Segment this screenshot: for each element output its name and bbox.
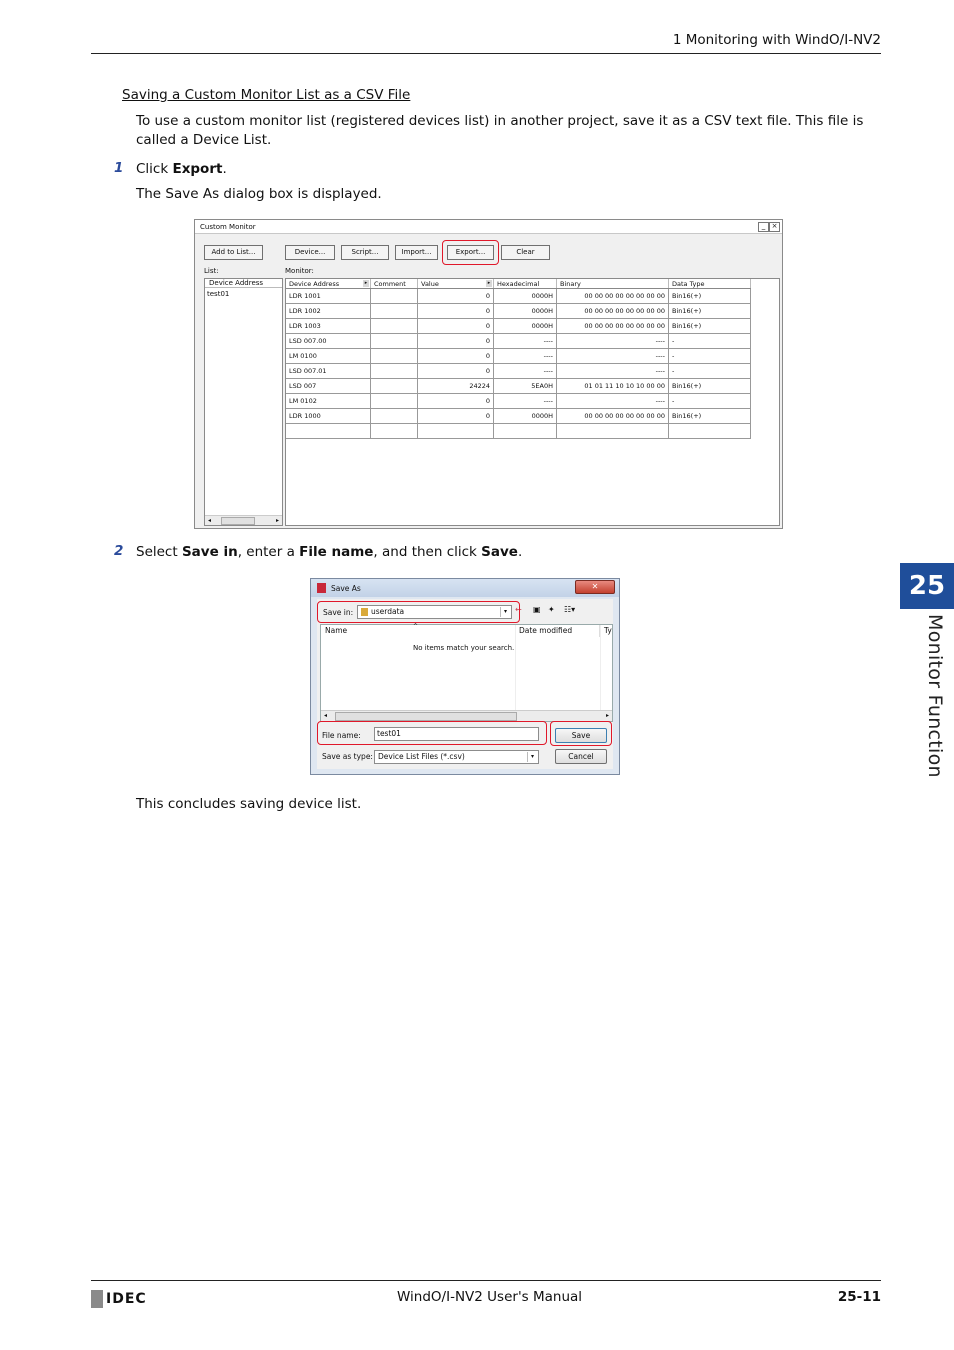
chevron-down-icon[interactable]: ▾ xyxy=(527,752,537,762)
add-to-list-button[interactable]: Add to List... xyxy=(204,245,263,260)
table-cell: - xyxy=(669,349,751,364)
minimize-icon[interactable]: _ xyxy=(758,222,769,232)
table-row[interactable] xyxy=(286,304,751,319)
column-divider xyxy=(515,625,516,721)
file-list-scrollbar[interactable] xyxy=(321,710,612,721)
sort-arrow-icon[interactable]: ▸ xyxy=(487,280,491,286)
table-cell: LSD 007 xyxy=(286,379,371,394)
table-cell: Bin16(+) xyxy=(669,304,751,319)
save-in-highlight xyxy=(317,601,520,623)
col-type[interactable]: Ty xyxy=(604,626,612,635)
table-cell: 0000H xyxy=(494,409,557,424)
col-device-address[interactable]: Device Address ▸ xyxy=(286,279,371,289)
section-title: Saving a Custom Monitor List as a CSV File xyxy=(122,87,411,103)
table-row[interactable] xyxy=(286,424,751,439)
file-name-label: File name: xyxy=(322,731,361,740)
monitor-table-body xyxy=(286,289,751,439)
save-type-select[interactable]: Device List Files (*.csv) ▾ xyxy=(374,750,539,764)
table-cell: - xyxy=(669,334,751,349)
save-in-select[interactable]: userdata ▾ xyxy=(357,605,512,619)
table-cell xyxy=(494,424,557,439)
table-cell: 0 xyxy=(418,319,494,334)
table-cell: 0 xyxy=(418,304,494,319)
chapter-tab-number: 25 xyxy=(900,563,954,609)
import-button[interactable]: Import... xyxy=(395,245,438,260)
table-cell: LDR 1000 xyxy=(286,409,371,424)
table-cell xyxy=(371,424,418,439)
scroll-right-icon[interactable]: ▸ xyxy=(275,517,279,524)
back-arrow-icon[interactable]: ← xyxy=(515,605,522,614)
device-list[interactable] xyxy=(204,278,283,526)
table-cell: ---- xyxy=(494,334,557,349)
save-button-highlight xyxy=(550,721,612,746)
table-cell: Bin16(+) xyxy=(669,379,751,394)
custom-monitor-titlebar xyxy=(195,220,782,234)
table-cell xyxy=(371,289,418,304)
table-cell: ---- xyxy=(557,394,669,409)
list-item[interactable]: test01 xyxy=(207,290,230,298)
table-cell: 0 xyxy=(418,289,494,304)
table-cell xyxy=(557,424,669,439)
empty-message: No items match your search. xyxy=(413,644,515,652)
table-cell: LDR 1003 xyxy=(286,319,371,334)
intro-paragraph: To use a custom monitor list (registered devices list) in another project, save it as a CSV text file. This file is called a Device List. xyxy=(136,113,864,148)
save-as-titlebar xyxy=(311,579,619,597)
table-cell: LM 0102 xyxy=(286,394,371,409)
custom-monitor-window xyxy=(194,219,783,529)
table-cell: ---- xyxy=(557,334,669,349)
app-icon xyxy=(317,583,326,593)
table-cell: 0000H xyxy=(494,289,557,304)
monitor-table xyxy=(286,279,751,439)
manual-title: WindO/I-NV2 User's Manual xyxy=(397,1289,583,1305)
column-divider xyxy=(600,625,601,721)
export-highlight xyxy=(442,240,499,265)
table-cell: 0000H xyxy=(494,319,557,334)
new-folder-icon[interactable]: ✦ xyxy=(548,605,555,614)
col-binary[interactable]: Binary xyxy=(557,279,669,289)
table-cell: 00 00 00 00 00 00 00 00 xyxy=(557,319,669,334)
table-row[interactable] xyxy=(286,349,751,364)
save-as-body xyxy=(317,599,613,769)
table-cell: ---- xyxy=(494,364,557,379)
table-cell: LSD 007.01 xyxy=(286,364,371,379)
col-data-type[interactable]: Data Type xyxy=(669,279,751,289)
table-cell: LM 0100 xyxy=(286,349,371,364)
table-cell: 24224 xyxy=(418,379,494,394)
sort-arrow-icon[interactable]: ▸ xyxy=(364,280,368,286)
file-list[interactable] xyxy=(320,624,613,722)
chapter-title: 1 Monitoring with WindO/I-NV2 xyxy=(672,32,881,48)
table-cell: 00 00 00 00 00 00 00 00 xyxy=(557,304,669,319)
table-cell: 0 xyxy=(418,349,494,364)
scroll-left-icon[interactable]: ◂ xyxy=(208,517,212,524)
save-in-label: Save in: xyxy=(323,608,354,617)
col-hexadecimal[interactable]: Hexadecimal xyxy=(494,279,557,289)
table-row[interactable] xyxy=(286,409,751,424)
table-cell: 0 xyxy=(418,409,494,424)
up-folder-icon[interactable]: ▣ xyxy=(533,605,541,614)
chapter-tab-label: Monitor Function xyxy=(924,614,946,778)
view-menu-icon[interactable]: ☷▾ xyxy=(564,605,576,614)
table-cell xyxy=(371,394,418,409)
scroll-right-icon[interactable]: ▸ xyxy=(605,712,609,719)
page-number: 25-11 xyxy=(837,1289,881,1305)
table-cell xyxy=(418,424,494,439)
col-date-modified[interactable]: Date modified xyxy=(515,625,600,637)
save-as-dialog xyxy=(310,578,620,775)
file-name-highlight xyxy=(317,721,547,745)
table-cell: LSD 007.00 xyxy=(286,334,371,349)
monitor-label: Monitor: xyxy=(285,267,314,275)
table-cell xyxy=(669,424,751,439)
monitor-grid[interactable] xyxy=(285,278,780,526)
footer-rule xyxy=(91,1280,881,1281)
table-row[interactable] xyxy=(286,364,751,379)
step-1-result: The Save As dialog box is displayed. xyxy=(136,186,382,202)
table-cell: 0 xyxy=(418,394,494,409)
list-header: Device Address xyxy=(205,279,282,288)
save-button[interactable]: Save xyxy=(555,728,607,743)
list-scrollbar[interactable] xyxy=(205,515,282,525)
sort-caret-icon: ^ xyxy=(413,623,419,630)
header-rule xyxy=(91,53,881,54)
table-cell xyxy=(371,319,418,334)
table-cell: ---- xyxy=(557,349,669,364)
table-cell: LDR 1002 xyxy=(286,304,371,319)
script-button[interactable]: Script... xyxy=(341,245,389,260)
step-1-number: 1 xyxy=(114,160,124,176)
monitor-table-header xyxy=(286,279,751,289)
export-button[interactable]: Export... xyxy=(447,245,494,260)
table-cell xyxy=(371,409,418,424)
save-as-title: Save As xyxy=(331,584,361,593)
table-cell xyxy=(371,349,418,364)
table-cell xyxy=(371,304,418,319)
scroll-left-icon[interactable]: ◂ xyxy=(324,712,328,719)
idec-logo: IDEC xyxy=(91,1289,147,1309)
table-cell: 5EA0H xyxy=(494,379,557,394)
custom-monitor-title: Custom Monitor xyxy=(200,223,256,231)
logo-mark-icon xyxy=(91,1290,103,1308)
file-name-input[interactable]: test01 xyxy=(374,727,539,741)
step-2-number: 2 xyxy=(114,543,124,559)
scroll-thumb[interactable] xyxy=(221,517,255,525)
conclusion-text: This concludes saving device list. xyxy=(136,796,362,812)
close-icon[interactable]: ✕ xyxy=(575,580,615,594)
table-row[interactable] xyxy=(286,319,751,334)
table-cell: - xyxy=(669,394,751,409)
table-cell xyxy=(371,334,418,349)
col-name[interactable]: Name xyxy=(321,625,516,637)
cancel-button[interactable]: Cancel xyxy=(555,749,607,764)
table-cell: - xyxy=(669,364,751,379)
table-row[interactable] xyxy=(286,334,751,349)
table-cell xyxy=(371,364,418,379)
table-cell: ---- xyxy=(494,394,557,409)
step-2-text: Select Save in, enter a File name, and then click Save. xyxy=(136,544,523,560)
device-button[interactable]: Device... xyxy=(285,245,335,260)
table-cell: ---- xyxy=(557,364,669,379)
table-cell: LDR 1001 xyxy=(286,289,371,304)
table-cell: 01 01 11 10 10 10 00 00 xyxy=(557,379,669,394)
table-cell: 00 00 00 00 00 00 00 00 xyxy=(557,289,669,304)
table-cell: Bin16(+) xyxy=(669,409,751,424)
clear-button[interactable]: Clear xyxy=(501,245,550,260)
table-cell: 0 xyxy=(418,334,494,349)
list-label: List: xyxy=(204,267,219,275)
save-type-label: Save as type: xyxy=(322,752,373,761)
table-row[interactable] xyxy=(286,394,751,409)
table-cell: 0 xyxy=(418,364,494,379)
table-cell: 0000H xyxy=(494,304,557,319)
table-cell: Bin16(+) xyxy=(669,319,751,334)
chevron-down-icon[interactable]: ▾ xyxy=(500,607,510,617)
scroll-thumb[interactable] xyxy=(335,712,517,721)
col-value[interactable]: Value ▸ xyxy=(418,279,494,289)
table-cell: ---- xyxy=(494,349,557,364)
table-cell: Bin16(+) xyxy=(669,289,751,304)
table-row[interactable] xyxy=(286,289,751,304)
table-cell: 00 00 00 00 00 00 00 00 xyxy=(557,409,669,424)
table-row[interactable] xyxy=(286,379,751,394)
step-1-text: Click Export. xyxy=(136,161,227,177)
table-cell xyxy=(371,379,418,394)
table-cell xyxy=(286,424,371,439)
col-comment[interactable]: Comment xyxy=(371,279,418,289)
close-icon[interactable]: × xyxy=(769,222,780,232)
